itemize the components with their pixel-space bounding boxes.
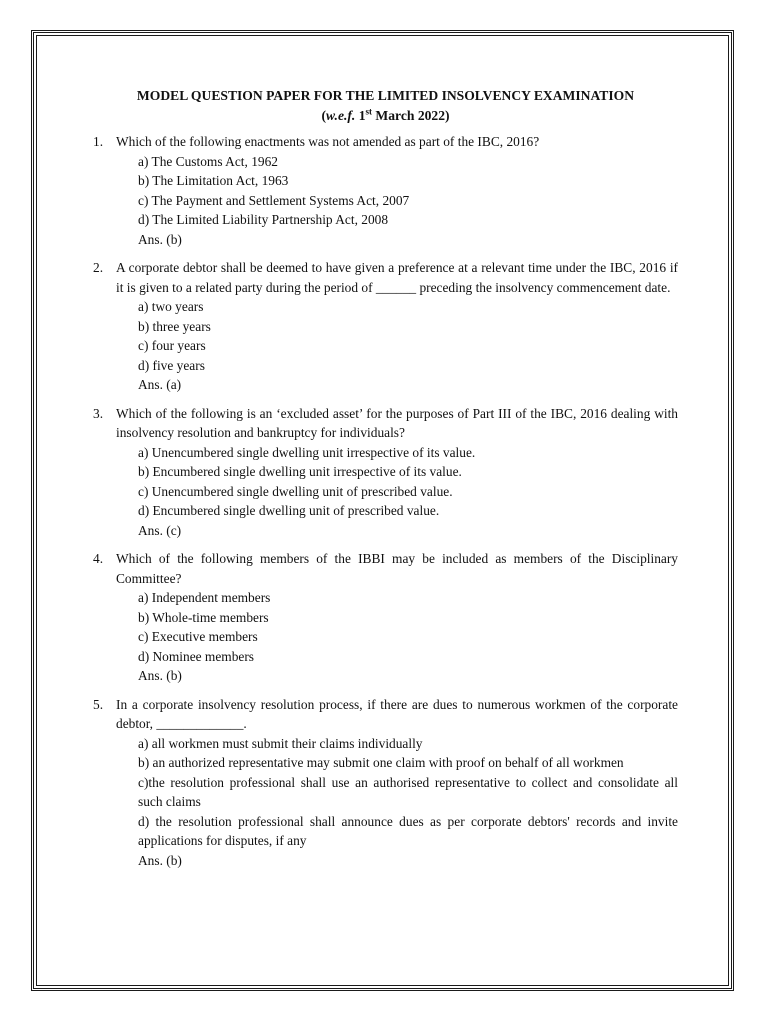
option-item: c) Unencumbered single dwelling unit of prescribed value. [138,483,453,499]
option-list [116,152,678,230]
option-item: d) five years [138,357,205,373]
option-item: d) Nominee members [138,648,255,664]
option-list [116,734,678,851]
option-item: b) an authorized representative may submit one claim with proof on behalf of all workmen [138,755,624,770]
option-item: a) all workmen must submit their claims individually [138,735,423,751]
option-item: c) Executive members [138,629,258,644]
option-item: a) Independent members [138,590,271,605]
option-item: b) Encumbered single dwelling unit irrespective of its value. [138,464,462,479]
subtitle-day: 1 [358,108,366,123]
answer-text: Ans. (b) [138,668,182,683]
question-text: Which of the following members of the IBBI may be included as members of the Disciplinary Committee? [116,551,678,586]
question-text: Which of the following enactments was not amended as part of the IBC, 2016? [116,134,540,149]
option-item: a) two years [138,299,204,314]
option-item: c) four years [138,338,206,353]
question-item [93,258,678,395]
answer-text: Ans. (b) [138,852,182,868]
option-item: d) The Limited Liability Partnership Act, 2008 [138,212,389,227]
question-text: Which of the following is an ‘excluded asset’ for the purposes of Part III of the IBC, 2016 dealing with insolvency resolution and bankruptcy for individuals? [116,405,678,440]
question-item [93,695,678,871]
question-item [93,549,678,686]
document-title: MODEL QUESTION PAPER FOR THE LIMITED INSOLVENCY EXAMINATION [136,88,635,103]
question-number: 2. [93,260,104,275]
answer-text: Ans. (c) [138,522,182,538]
question-body [116,132,678,249]
question-list [93,132,678,870]
subtitle-date: March 2022) [375,108,450,123]
answer-text: Ans. (a) [138,377,182,392]
question-body [116,258,678,395]
question-number: 3. [93,405,104,421]
option-item: c)the resolution professional shall use an authorised representative to collect and consolidate all such claims [138,774,678,809]
document-subtitle [93,106,678,126]
option-item: a) Unencumbered single dwelling unit irrespective of its value. [138,444,476,460]
question-body [116,549,678,686]
question-body [116,695,678,871]
option-item: b) three years [138,318,211,334]
question-number: 5. [93,696,104,712]
subtitle-ordinal: st [365,106,373,117]
question-body [116,404,678,541]
option-item: d) the resolution professional shall announce dues as per corporate debtors' records and invite applications for disputes, if any [138,813,678,848]
option-list [116,588,678,666]
option-item: b) The Limitation Act, 1963 [138,173,289,188]
option-item: d) Encumbered single dwelling unit of prescribed value. [138,503,440,518]
question-item [93,404,678,541]
option-list [116,297,678,375]
question-text: A corporate debtor shall be deemed to have given a preference at a relevant time under the IBC, 2016 if it is given to a related party during the period of ______ preceding the insolvency commencement date. [116,260,678,295]
option-item: c) The Payment and Settlement Systems Act, 2007 [138,192,410,208]
question-number: 1. [93,134,104,149]
question-item [93,132,678,249]
subtitle-open: ( [321,108,326,123]
question-text: In a corporate insolvency resolution process, if there are dues to numerous workmen of the corporate debtor, _____________. [116,696,678,731]
answer-text: Ans. (b) [138,231,182,247]
subtitle-wef: w.e.f. [325,108,356,123]
option-item: a) The Customs Act, 1962 [138,153,278,169]
document-content [93,86,678,879]
option-item: b) Whole-time members [138,609,269,625]
question-number: 4. [93,551,104,566]
option-list [116,443,678,521]
